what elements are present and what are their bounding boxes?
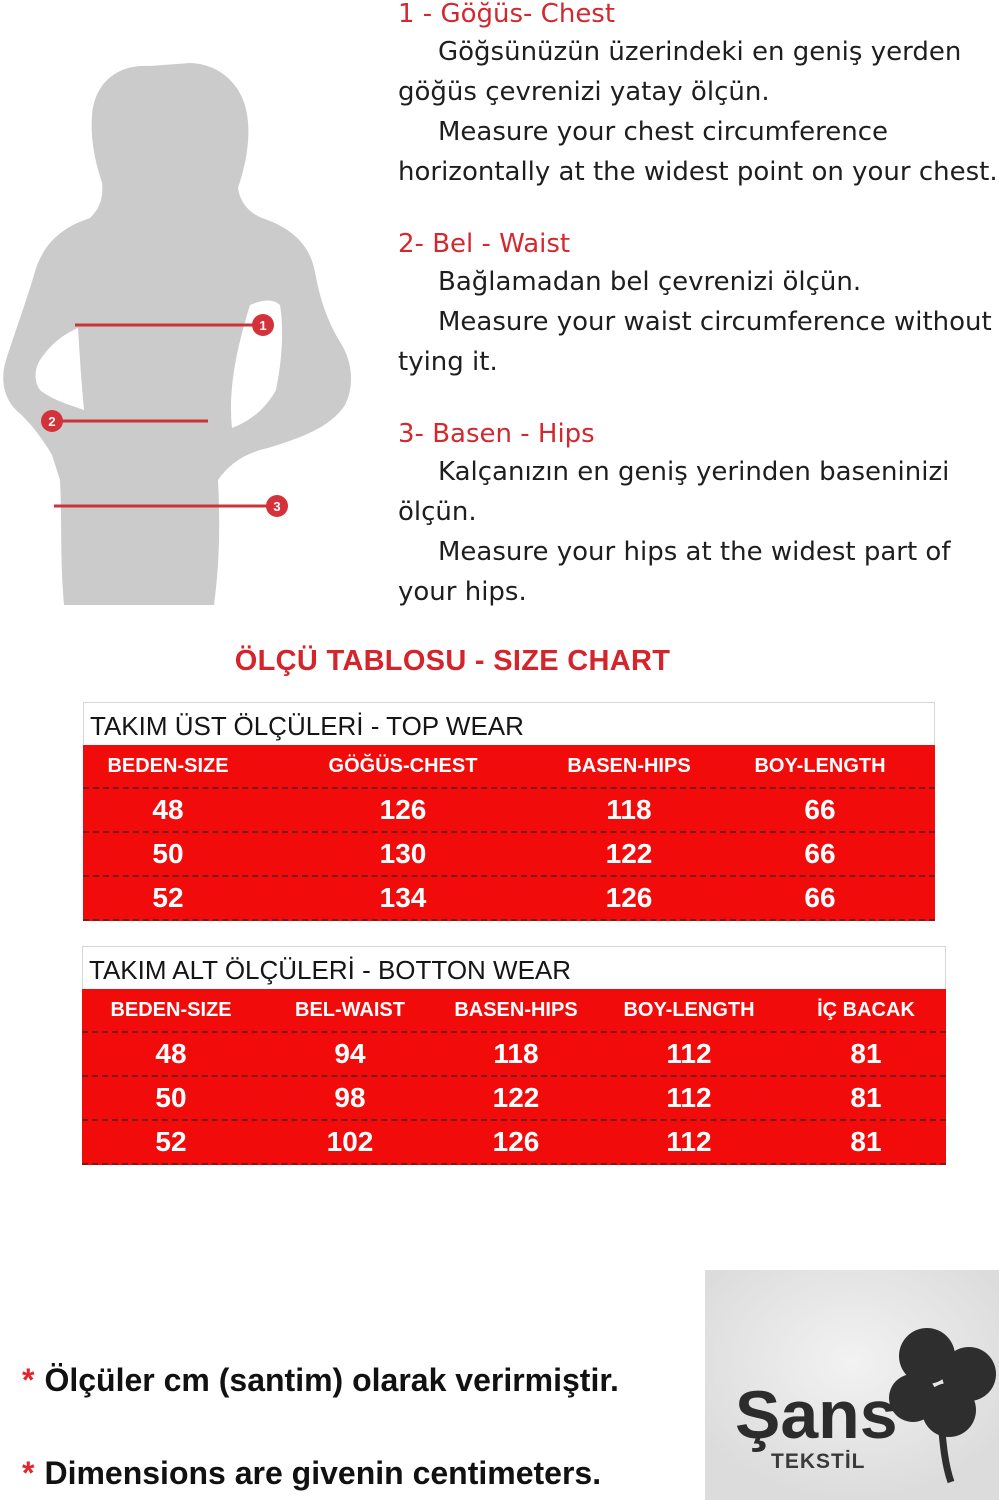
instruction-title: 1 - Göğüs- Chest	[398, 0, 616, 29]
table-cell: 48	[155, 1038, 187, 1069]
logo-text: Şans	[735, 1377, 898, 1453]
table-cell: 48	[152, 794, 184, 825]
table-cell: 122	[492, 1082, 540, 1113]
table-cell: 50	[152, 838, 184, 869]
instruction-title: 2- Bel - Waist	[398, 229, 571, 259]
header-cell: BOY-LENGTH	[623, 998, 755, 1021]
table-cell: 81	[850, 1038, 882, 1069]
note-text: Ölçüler cm (santim) olarak verirmiştir.	[44, 1362, 619, 1398]
marker-1-label: 1	[259, 318, 267, 333]
table-cell: 126	[605, 882, 653, 913]
instruction-text-en: Measure your waist circumference without tying it.	[398, 307, 992, 377]
table-caption: TAKIM ALT ÖLÇÜLERİ - BOTTON WEAR	[82, 946, 946, 989]
table-row	[83, 833, 935, 877]
table-caption: TAKIM ÜST ÖLÇÜLERİ - TOP WEAR	[83, 702, 935, 745]
table-row	[82, 1077, 946, 1121]
header-cell: İÇ BACAK	[817, 998, 915, 1021]
body-silhouette-figure	[0, 60, 360, 605]
table-cell: 126	[379, 794, 427, 825]
table-cell: 94	[334, 1038, 366, 1069]
table-cell: 102	[326, 1126, 374, 1157]
table-cell: 50	[155, 1082, 187, 1113]
table-row	[83, 789, 935, 833]
table-cell: 52	[152, 882, 184, 913]
header-cell: BASEN-HIPS	[454, 998, 578, 1021]
table-cell: 112	[666, 1038, 712, 1069]
note-units-tr	[22, 1362, 619, 1399]
asterisk-icon: *	[22, 1455, 35, 1491]
size-chart-title: ÖLÇÜ TABLOSU - SIZE CHART	[234, 645, 671, 677]
note-text: Dimensions are givenin centimeters.	[44, 1455, 602, 1491]
table-row	[83, 877, 935, 921]
instruction-text-tr: Kalçanızın en geniş yerinden baseninizi ölçün.	[398, 457, 950, 527]
table-row	[82, 1121, 946, 1165]
table-header-row	[83, 745, 935, 789]
table-cell: 126	[492, 1126, 540, 1157]
table-cell: 118	[606, 794, 652, 825]
table-cell: 112	[666, 1082, 712, 1113]
asterisk-icon: *	[22, 1362, 35, 1398]
instruction-hips	[398, 416, 998, 612]
logo-subtext: TEKSTİL	[771, 1450, 866, 1473]
measurement-instructions	[398, 0, 998, 646]
instruction-text-tr: Göğsünüzün üzerindeki en geniş yerden göğüs çevrenizi yatay ölçün.	[398, 37, 962, 107]
instruction-waist	[398, 226, 998, 382]
table-cell: 81	[850, 1126, 882, 1157]
instruction-text-en: Measure your chest circumference horizontally at the widest point on your chest.	[398, 117, 998, 187]
header-cell: GÖĞÜS-CHEST	[328, 754, 478, 777]
header-cell: BEDEN-SIZE	[107, 754, 229, 777]
top-wear-table	[83, 702, 935, 921]
table-cell: 66	[804, 882, 836, 913]
table-row	[82, 1033, 946, 1077]
marker-2-label: 2	[48, 414, 56, 429]
table-cell: 134	[379, 882, 427, 913]
instruction-text-en: Measure your hips at the widest part of your hips.	[398, 537, 951, 607]
note-units-en	[22, 1455, 601, 1492]
header-cell: BASEN-HIPS	[567, 754, 691, 777]
silhouette-shape	[3, 63, 351, 605]
table-cell: 81	[850, 1082, 882, 1113]
table-cell: 112	[666, 1126, 712, 1157]
table-cell: 66	[804, 838, 836, 869]
table-cell: 66	[804, 794, 836, 825]
header-cell: BOY-LENGTH	[754, 754, 886, 777]
sans-tekstil-logo	[705, 1270, 999, 1500]
header-cell: BEDEN-SIZE	[110, 998, 232, 1021]
table-grid	[83, 745, 935, 921]
table-cell: 98	[334, 1082, 366, 1113]
table-cell: 52	[155, 1126, 187, 1157]
table-grid	[82, 989, 946, 1165]
instruction-text-tr: Bağlamadan bel çevrenizi ölçün.	[438, 267, 862, 297]
instruction-title: 3- Basen - Hips	[398, 419, 595, 449]
header-cell: BEL-WAIST	[295, 998, 405, 1021]
table-cell: 118	[493, 1038, 539, 1069]
bottom-wear-table	[82, 946, 946, 1165]
table-header-row	[82, 989, 946, 1033]
table-cell: 130	[379, 838, 427, 869]
table-cell: 122	[605, 838, 653, 869]
instruction-chest	[398, 0, 998, 192]
marker-3-label: 3	[273, 499, 281, 514]
